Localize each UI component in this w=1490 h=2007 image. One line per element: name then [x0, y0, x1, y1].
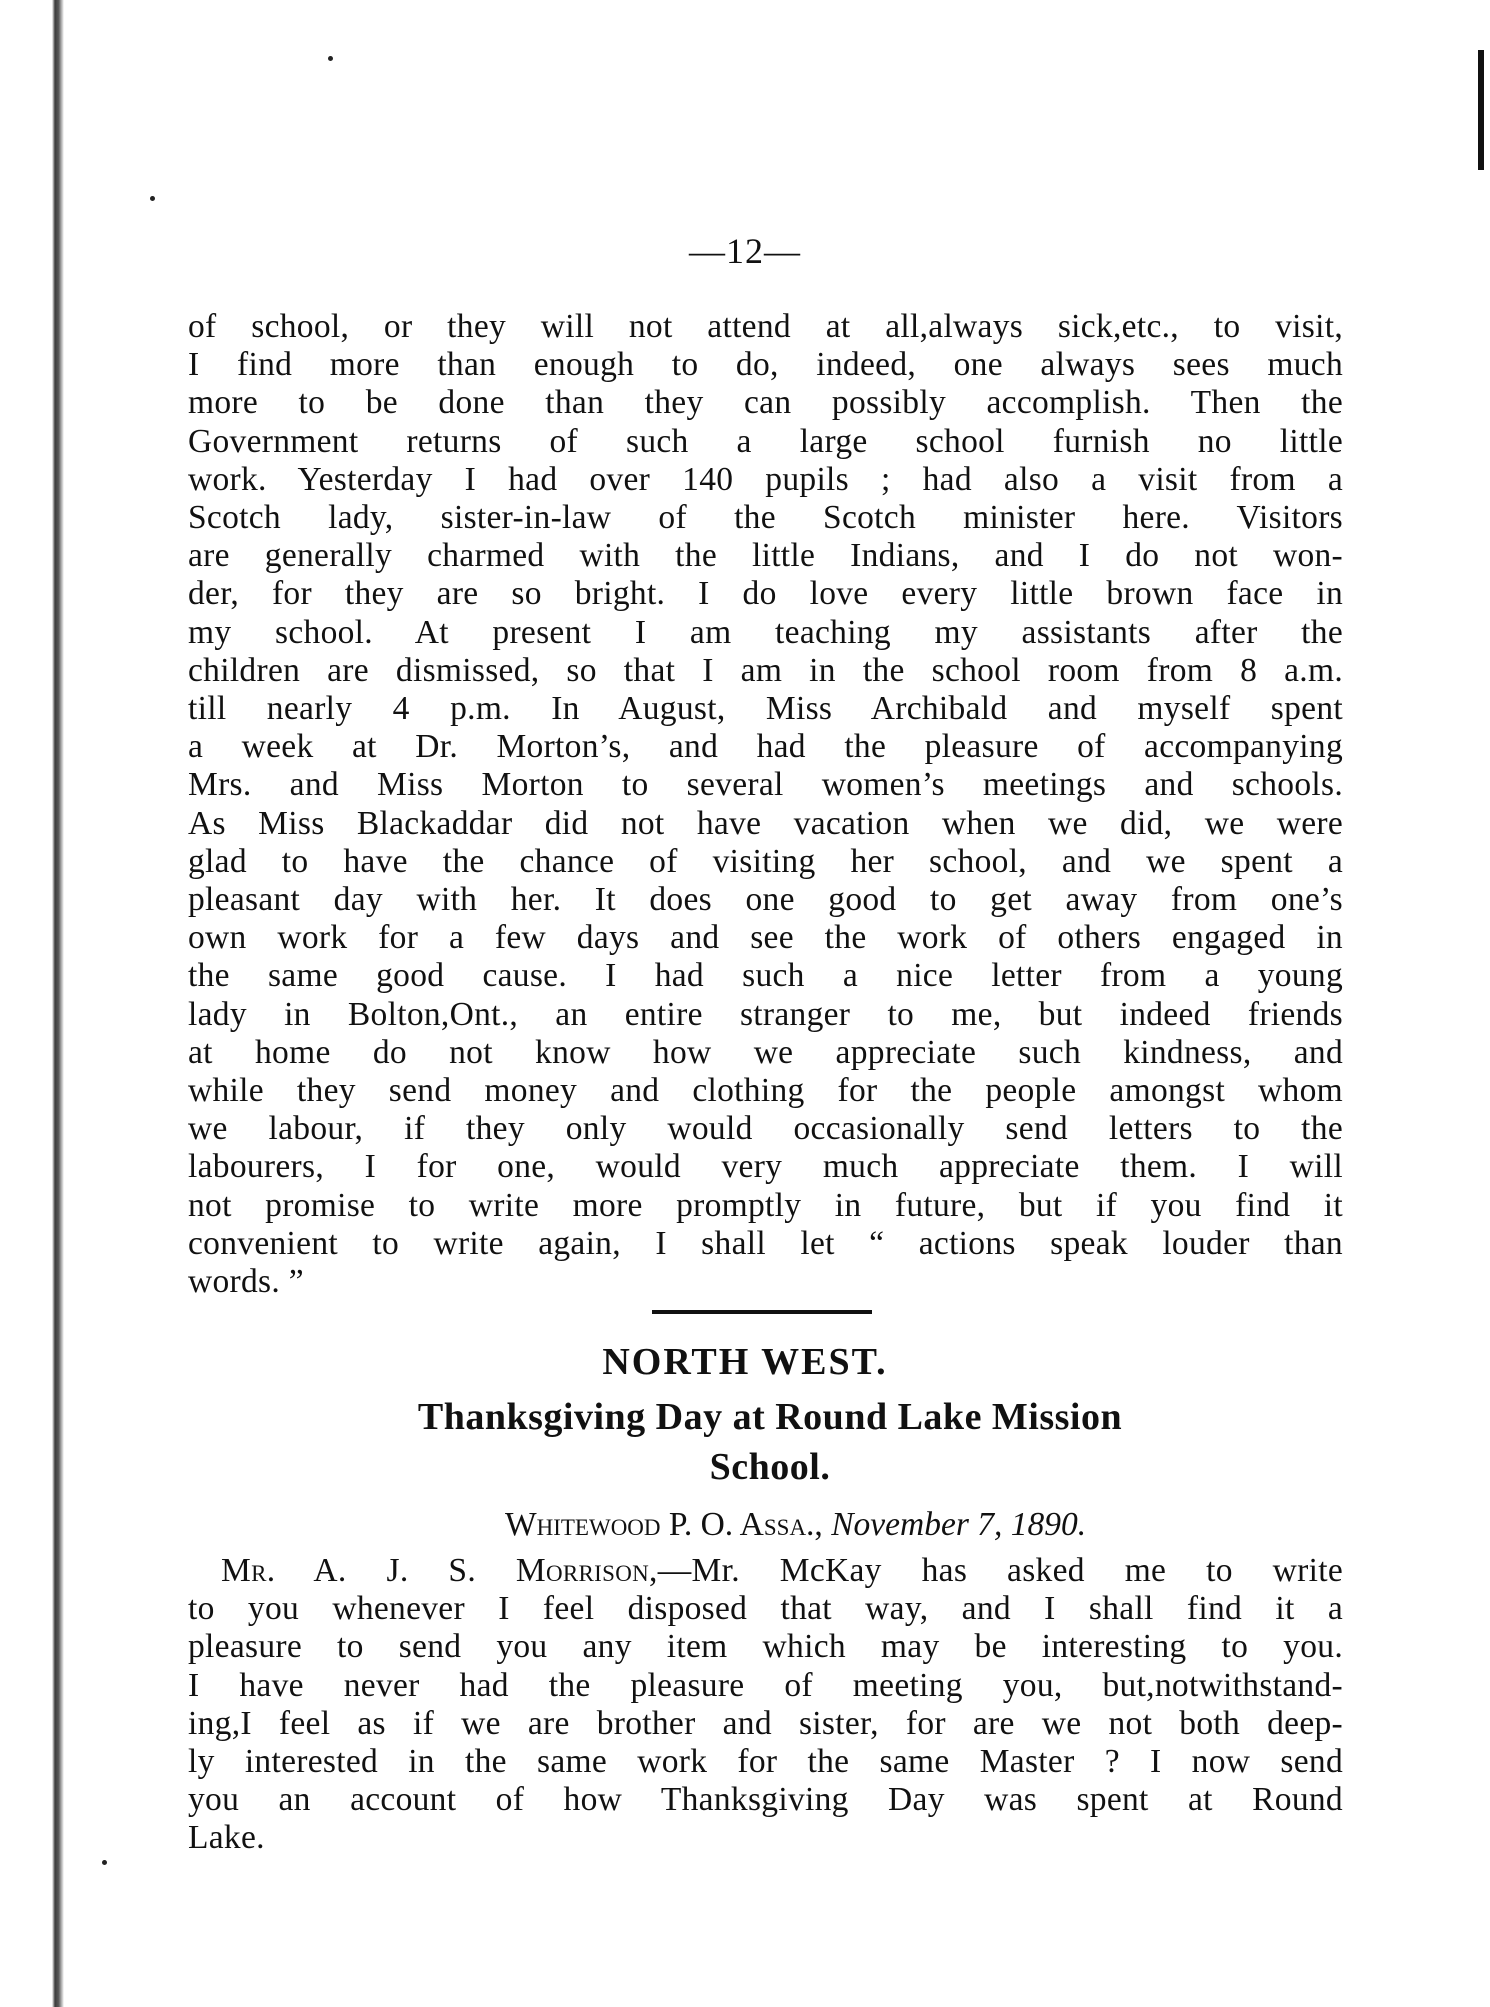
text-line: a week at Dr. Morton’s, and had the pleasure of accompanying [188, 728, 1343, 766]
dateline-place: Whitewood P. O. Assa., [505, 1506, 823, 1543]
text-line: pleasure to send you any item which may be interesting to you. [188, 1628, 1343, 1666]
text-line: not promise to write more promptly in future, but if you find it [188, 1186, 1343, 1224]
letter-body [188, 1552, 1343, 1858]
text-line: convenient to write again, I shall let “ actions speak louder than [188, 1224, 1343, 1262]
dateline [505, 1506, 1086, 1544]
dateline-date: November 7, 1890. [831, 1506, 1087, 1543]
text-line: you an account of how Thanksgiving Day was spent at Round [188, 1781, 1343, 1819]
text-line: Lake. [188, 1819, 265, 1857]
text-line: Mrs. and Miss Morton to several women’s meetings and schools. [188, 766, 1343, 804]
text-line: Government returns of such a large school furnish no little [188, 422, 1343, 460]
text-line: of school, or they will not attend at all,always sick,etc., to visit, [188, 308, 1343, 345]
text-line: glad to have the chance of visiting her school, and we spent a [188, 842, 1343, 880]
binding-edge [52, 0, 64, 2007]
body-text [188, 308, 1343, 1301]
text-line: at home do not know how we appreciate such kindness, and [188, 1033, 1343, 1071]
text-line: lady in Bolton,Ont., an entire stranger to me, but indeed friends [188, 995, 1343, 1033]
text-line: ly interested in the same work for the same Master ? I now send [188, 1743, 1343, 1781]
page-edge-mark [1478, 50, 1484, 170]
page-number: —12— [689, 231, 801, 271]
text-line: pleasant day with her. It does one good to get away from one’s [188, 881, 1343, 919]
text-line: are generally charmed with the little Indians, and I do not won- [188, 537, 1343, 575]
text-line: own work for a few days and see the work of others engaged in [188, 919, 1343, 957]
scan-speck [328, 56, 333, 61]
text-line: As Miss Blackaddar did not have vacation when we did, we were [188, 804, 1343, 842]
scan-speck [102, 1860, 107, 1865]
text-line: the same good cause. I had such a nice letter from a young [188, 957, 1343, 995]
text-line: children are dismissed, so that I am in the school room from 8 a.m. [188, 651, 1343, 689]
letter-opening: —Mr. McKay has asked me to write [657, 1552, 1343, 1589]
section-heading: NORTH WEST. [602, 1341, 888, 1383]
text-line: work. Yesterday I had over 140 pupils ; had also a visit from a [188, 460, 1343, 498]
subheading-line: Thanksgiving Day at Round Lake Mission [417, 1396, 1123, 1438]
subheading-line: School. [709, 1446, 831, 1488]
text-line: words. ” [188, 1263, 304, 1301]
salutation: Mr. A. J. S. Morrison, [221, 1552, 658, 1589]
text-line: till nearly 4 p.m. In August, Miss Archibald and myself spent [188, 690, 1343, 728]
text-line: ing,I feel as if we are brother and sister, for are we not both deep- [188, 1704, 1343, 1742]
text-line: I have never had the pleasure of meeting you, but,notwithstand- [188, 1666, 1343, 1704]
text-line: while they send money and clothing for the people amongst whom [188, 1072, 1343, 1110]
text-line: we labour, if they only would occasionally send letters to the [188, 1110, 1343, 1148]
text-line: to you whenever I feel disposed that way, and I shall find it a [188, 1590, 1343, 1628]
section-divider [652, 1310, 872, 1314]
text-line: I find more than enough to do, indeed, one always sees much [188, 346, 1343, 384]
letter-first-line [188, 1552, 1343, 1590]
text-line: labourers, I for one, would very much appreciate them. I will [188, 1148, 1343, 1186]
text-line: more to be done than they can possibly accomplish. Then the [188, 384, 1343, 422]
text-line: der, for they are so bright. I do love every little brown face in [188, 575, 1343, 613]
text-line: Scotch lady, sister-in-law of the Scotch minister here. Visitors [188, 499, 1343, 537]
section-subheading [0, 1392, 1490, 1492]
scan-speck [150, 196, 155, 201]
text-line: my school. At present I am teaching my assistants after the [188, 613, 1343, 651]
